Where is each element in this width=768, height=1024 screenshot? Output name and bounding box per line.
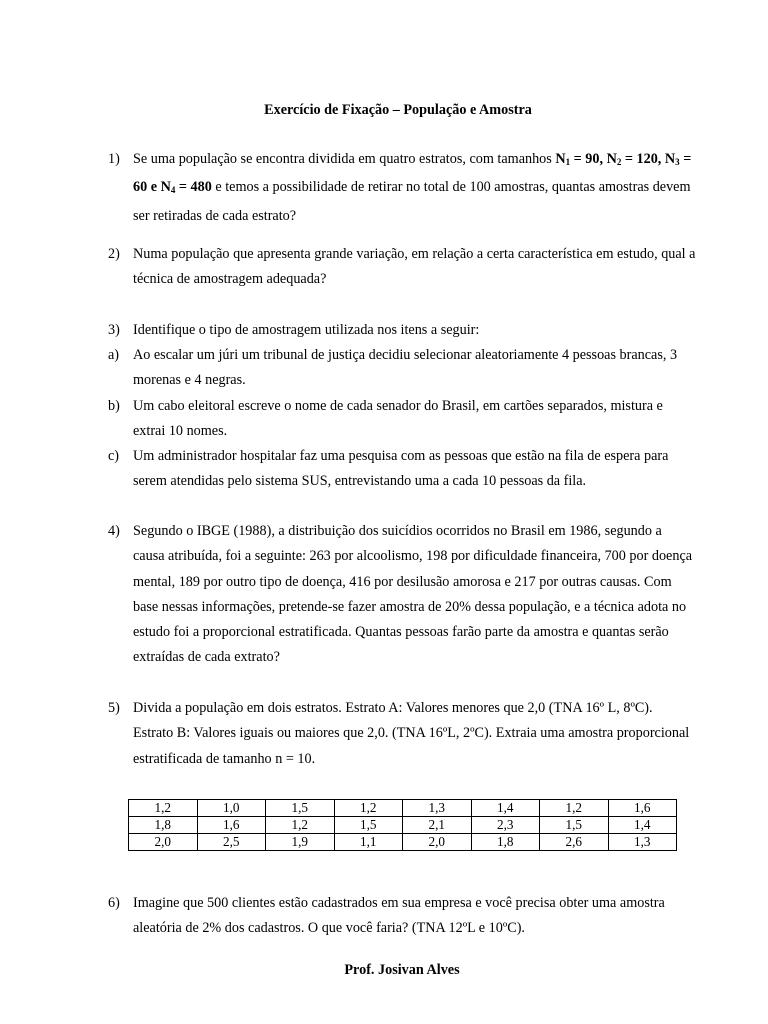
table-cell: 1,3 (608, 834, 677, 851)
table-cell: 1,2 (129, 800, 198, 817)
table-cell: 2,1 (403, 817, 472, 834)
question-3-number: 3) (108, 322, 120, 338)
question-2-text: Numa população que apresenta grande variação, em relação a certa característica em estudo, qual a técnica de amostragem adequada? (133, 246, 696, 288)
question-3-item-a (108, 343, 696, 394)
table-cell: 1,8 (471, 834, 540, 851)
table-cell: 1,2 (334, 800, 403, 817)
table-row (129, 834, 677, 851)
question-1-number: 1) (108, 151, 120, 167)
table-cell: 2,3 (471, 817, 540, 834)
table-cell: 1,4 (471, 800, 540, 817)
table-cell: 1,2 (266, 817, 335, 834)
question-3-item-c (108, 444, 696, 495)
table-cell: 1,5 (334, 817, 403, 834)
question-3-item-b (108, 394, 696, 445)
table-cell: 1,8 (129, 817, 198, 834)
table-row (129, 800, 677, 817)
question-5 (108, 696, 696, 772)
population-data-table (128, 799, 677, 851)
table-cell: 1,5 (266, 800, 335, 817)
table-cell: 1,9 (266, 834, 335, 851)
table-cell: 2,6 (540, 834, 609, 851)
question-6-text: Imagine que 500 clientes estão cadastrados em sua empresa e você precisa obter uma amostra aleatória de 2% dos cadastros. O que você faria? (TNA 12ºL e 10ºC). (133, 895, 665, 937)
item-c-letter: c) (108, 448, 120, 464)
item-a-letter: a) (108, 347, 120, 363)
question-6 (108, 891, 696, 942)
question-2-number: 2) (108, 246, 120, 262)
stratum-sizes: $N_1 = 90$, $N_2 = 120$, $N_3 = 60$ e $N_4 = 480$ (133, 151, 692, 196)
table-cell: 1,0 (197, 800, 266, 817)
question-4-text: Segundo o IBGE (1988), a distribuição dos suicídios ocorridos no Brasil em 1986, segundo a causa atribuída, foi a seguinte: 263 por alcoolismo, 198 por dificuldade financeira, 700 por doença mental, 189 por outro tipo de doença, 416 por desilusão amorosa e 217 por outras causas. Com base nessas informações, pretende-se fazer amostra de 20% dessa população, e a técnica adota no estudo foi a proporcional estratificada. Quantas pessoas farão parte da amostra e quantas serão extraídas de cada extrato? (133, 523, 693, 666)
item-b-text: Um cabo eleitoral escreve o nome de cada senador do Brasil, em cartões separados, mistura e extrai 10 nomes. (133, 398, 663, 440)
table-cell: 2,0 (403, 834, 472, 851)
item-a-text: Ao escalar um júri um tribunal de justiça decidiu selecionar aleatoriamente 4 pessoas brancas, 3 morenas e 4 negras. (133, 347, 678, 389)
question-1-text: Se uma população se encontra dividida em quatro estratos, com tamanhos $N_1 = 90$, $N_2 = 120$, $N_3 = 60$ e $N_4 = 480$ e temos a possibilidade de retirar no total de 100 amostras, quantas amostras devem ser retiradas de cada estrato? (133, 151, 692, 224)
question-3-text: Identifique o tipo de amostragem utilizada nos itens a seguir: (133, 322, 480, 338)
question-3 (108, 318, 696, 343)
table-cell: 1,2 (540, 800, 609, 817)
table-cell: 1,6 (608, 800, 677, 817)
author-footer: Prof. Josivan Alves (344, 962, 460, 978)
question-4 (108, 519, 696, 671)
question-4-number: 4) (108, 523, 120, 539)
table-cell: 1,4 (608, 817, 677, 834)
table-cell: 1,5 (540, 817, 609, 834)
table-cell: 1,1 (334, 834, 403, 851)
question-6-number: 6) (108, 895, 120, 911)
table-cell: 2,0 (129, 834, 198, 851)
question-1 (108, 147, 696, 229)
table-cell: 2,5 (197, 834, 266, 851)
table-cell: 1,3 (403, 800, 472, 817)
question-5-number: 5) (108, 700, 120, 716)
table-row (129, 817, 677, 834)
question-2 (108, 242, 696, 293)
table-cell: 1,6 (197, 817, 266, 834)
item-c-text: Um administrador hospitalar faz uma pesquisa com as pessoas que estão na fila de espera para serem atendidas pelo sistema SUS, entrevistando uma a cada 10 pessoas da fila. (133, 448, 669, 490)
question-5-text: Divida a população em dois estratos. Estrato A: Valores menores que 2,0 (TNA 16º L, 8ºC). Estrato B: Valores iguais ou maiores que 2,0. (TNA 16ºL, 2ºC). Extraia uma amostra proporcional estratificada de tamanho n = 10. (133, 700, 690, 767)
document-title: Exercício de Fixação – População e Amostra (264, 102, 532, 118)
item-b-letter: b) (108, 398, 120, 414)
